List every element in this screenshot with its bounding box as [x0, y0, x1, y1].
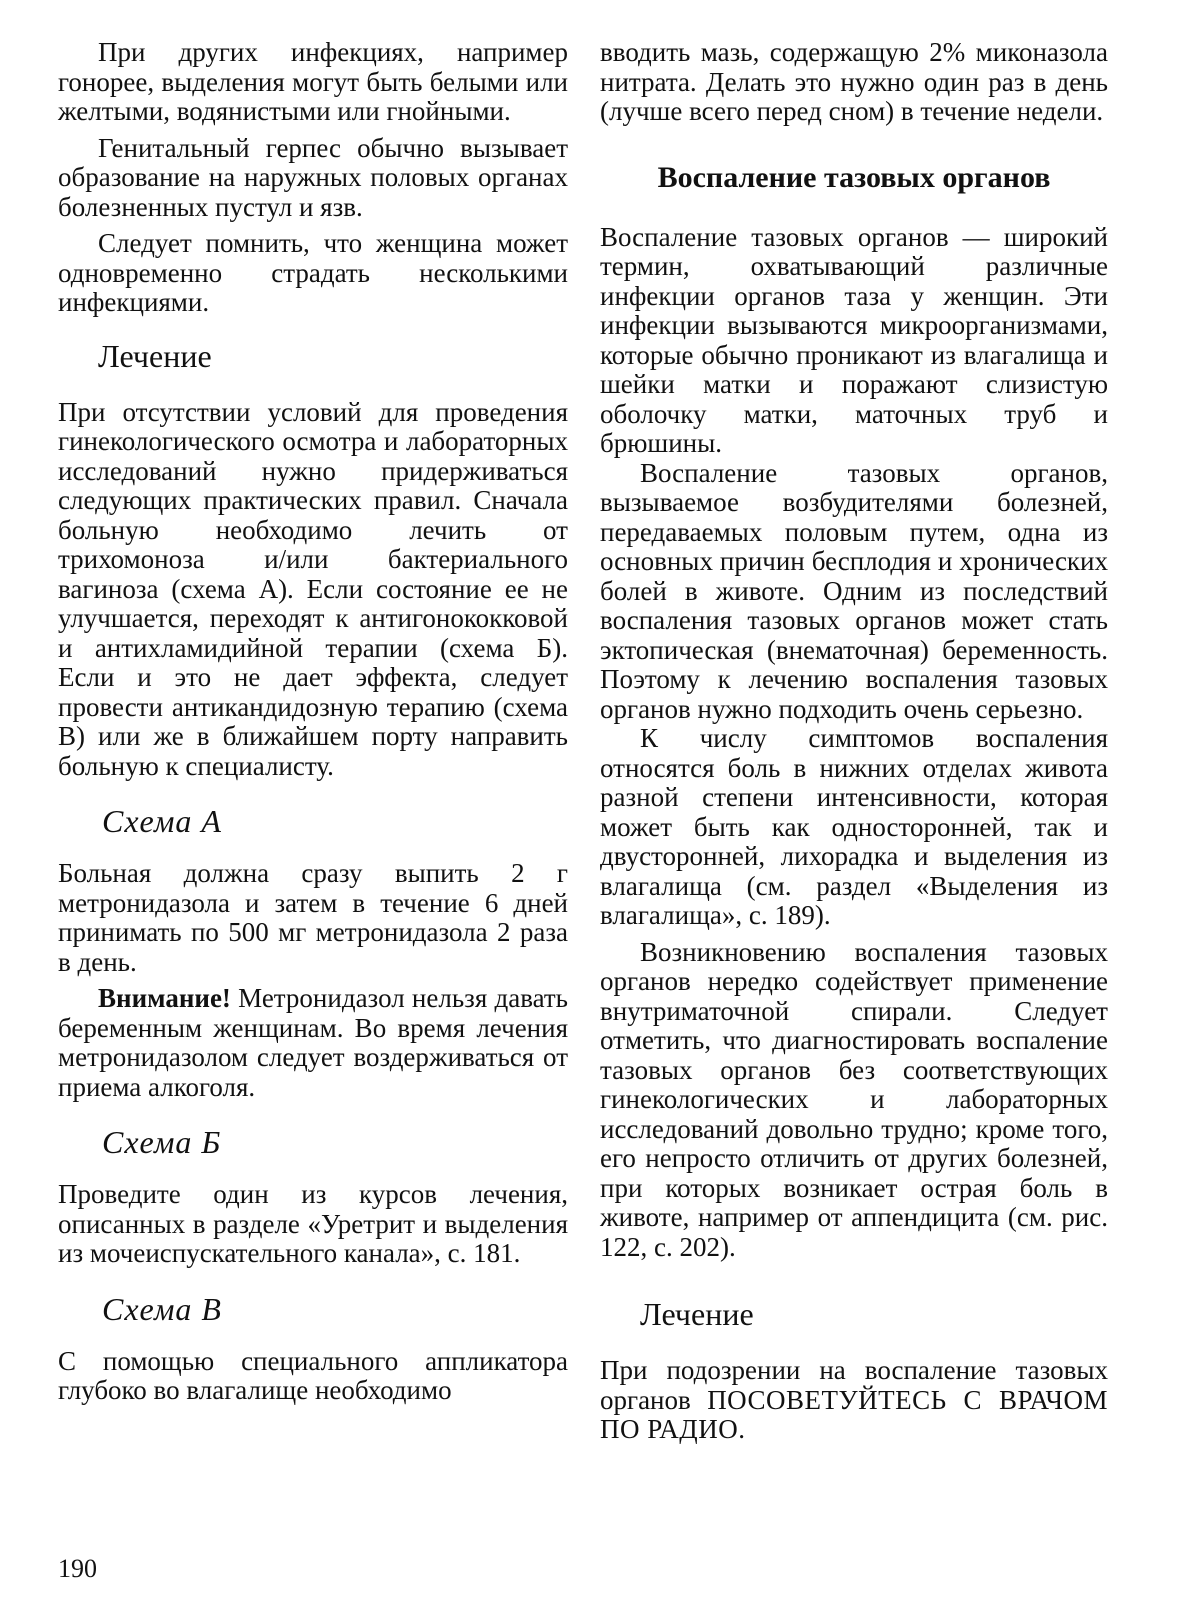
section-heading: Воспаление тазовых органов: [657, 160, 1051, 194]
paragraph: Генитальный герпес обычно вызывает образование на наружных половых органах болезненных пустул и язв.: [58, 132, 568, 222]
radio-advice: ПОСОВЕТУЙТЕСЬ С ВРАЧОМ ПО РАДИО.: [600, 1384, 1108, 1444]
scheme-v-paragraph: С помощью специального аппликатора глубоко во влагалище необходимо: [58, 1345, 568, 1405]
paragraph: Воспаление тазовых органов — широкий термин, охватывающий различные инфекции органов таза у женщин. Эти инфекции вызываются микроорганизмами, которые обычно проникают из влагалища и шейки матки и поражают слизистую оболочку матки, маточных труб и брюшины.: [600, 221, 1108, 458]
scheme-b-paragraph: Проведите один из курсов лечения, описанных в разделе «Уретрит и выделения из мочеиспускательного канала», с. 181.: [58, 1179, 568, 1268]
treatment-paragraph: При отсутствии условий для проведения гинекологического осмотра и лабораторных исследований нужно придерживаться следующих практических правил. Сначала больную необходимо лечить от трихомоноза и/или бактериального вагиноза (схема А). Если состояние ее не улучшается, переходят к антигонококковой и антихламидийной терапии (схема Б). Если и это не дает эффекта, следует провести антикандидозную терапию (схема В) или же в ближайшем порту направить больную к специалисту.: [58, 396, 568, 781]
scheme-a-heading: Схема А: [102, 803, 222, 839]
treatment-heading: Лечение: [98, 337, 212, 374]
warning-label: Внимание!: [98, 983, 231, 1013]
left-column: [58, 38, 568, 1406]
scheme-v-heading: Схема В: [102, 1290, 222, 1327]
paragraph: Следует помнить, что женщина может одновременно страдать несколькими инфекциями.: [58, 228, 568, 317]
page-number: 190: [58, 1554, 97, 1583]
paragraph: Воспаление тазовых органов, вызываемое возбудителями болезней, передаваемых половым путем, одна из основных причин бесплодия и хронических болей в животе. Одним из последствий воспаления тазовых органов может стать эктопическая (внематочная) беременность. Поэтому к лечению воспаления тазовых органов нужно подходить очень серьезно.: [600, 457, 1108, 724]
paragraph: Возникновению воспаления тазовых органов нередко содействует применение внутриматочной спирали. Следует отметить, что диагностировать воспаление тазовых органов без соответствующих гинекологических и лабораторных исследований довольно трудно; кроме того, его непросто отличить от других болезней, при которых возникает острая боль в животе, например от аппендицита (см. рис. 122, с. 202).: [600, 936, 1108, 1262]
paragraph: К числу симптомов воспаления относятся боль в нижних отделах живота разной степени интенсивности, которая может быть как односторонней, так и двусторонней, лихорадка и выделения из влагалища (см. раздел «Выделения из влагалища», с. 189).: [600, 723, 1108, 930]
scheme-b-heading: Схема Б: [102, 1124, 222, 1160]
warning-paragraph: [58, 984, 568, 1102]
scheme-a-paragraph: Больная должна сразу выпить 2 г метронидазола и затем в течение 6 дней принимать по 500 мг метронидазола 2 раза в день.: [58, 858, 568, 977]
warning-text: Метронидазол нельзя давать беременным женщинам. Во время лечения метронидазолом следует воздерживаться от приема алкоголя.: [58, 983, 568, 1102]
continuation-paragraph: вводить мазь, содержащую 2% миконазола нитрата. Делать это нужно один раз в день (лучше всего перед сном) в течение недели.: [600, 37, 1108, 126]
paragraph: При других инфекциях, например гонорее, выделения могут быть белыми или желтыми, водянистыми или гнойными.: [58, 37, 568, 126]
treatment-text: При подозрении на воспаление тазовых органов: [600, 1355, 1108, 1415]
treatment-heading: Лечение: [640, 1296, 754, 1332]
treatment-paragraph: [600, 1356, 1108, 1445]
right-column: [600, 38, 1108, 1445]
